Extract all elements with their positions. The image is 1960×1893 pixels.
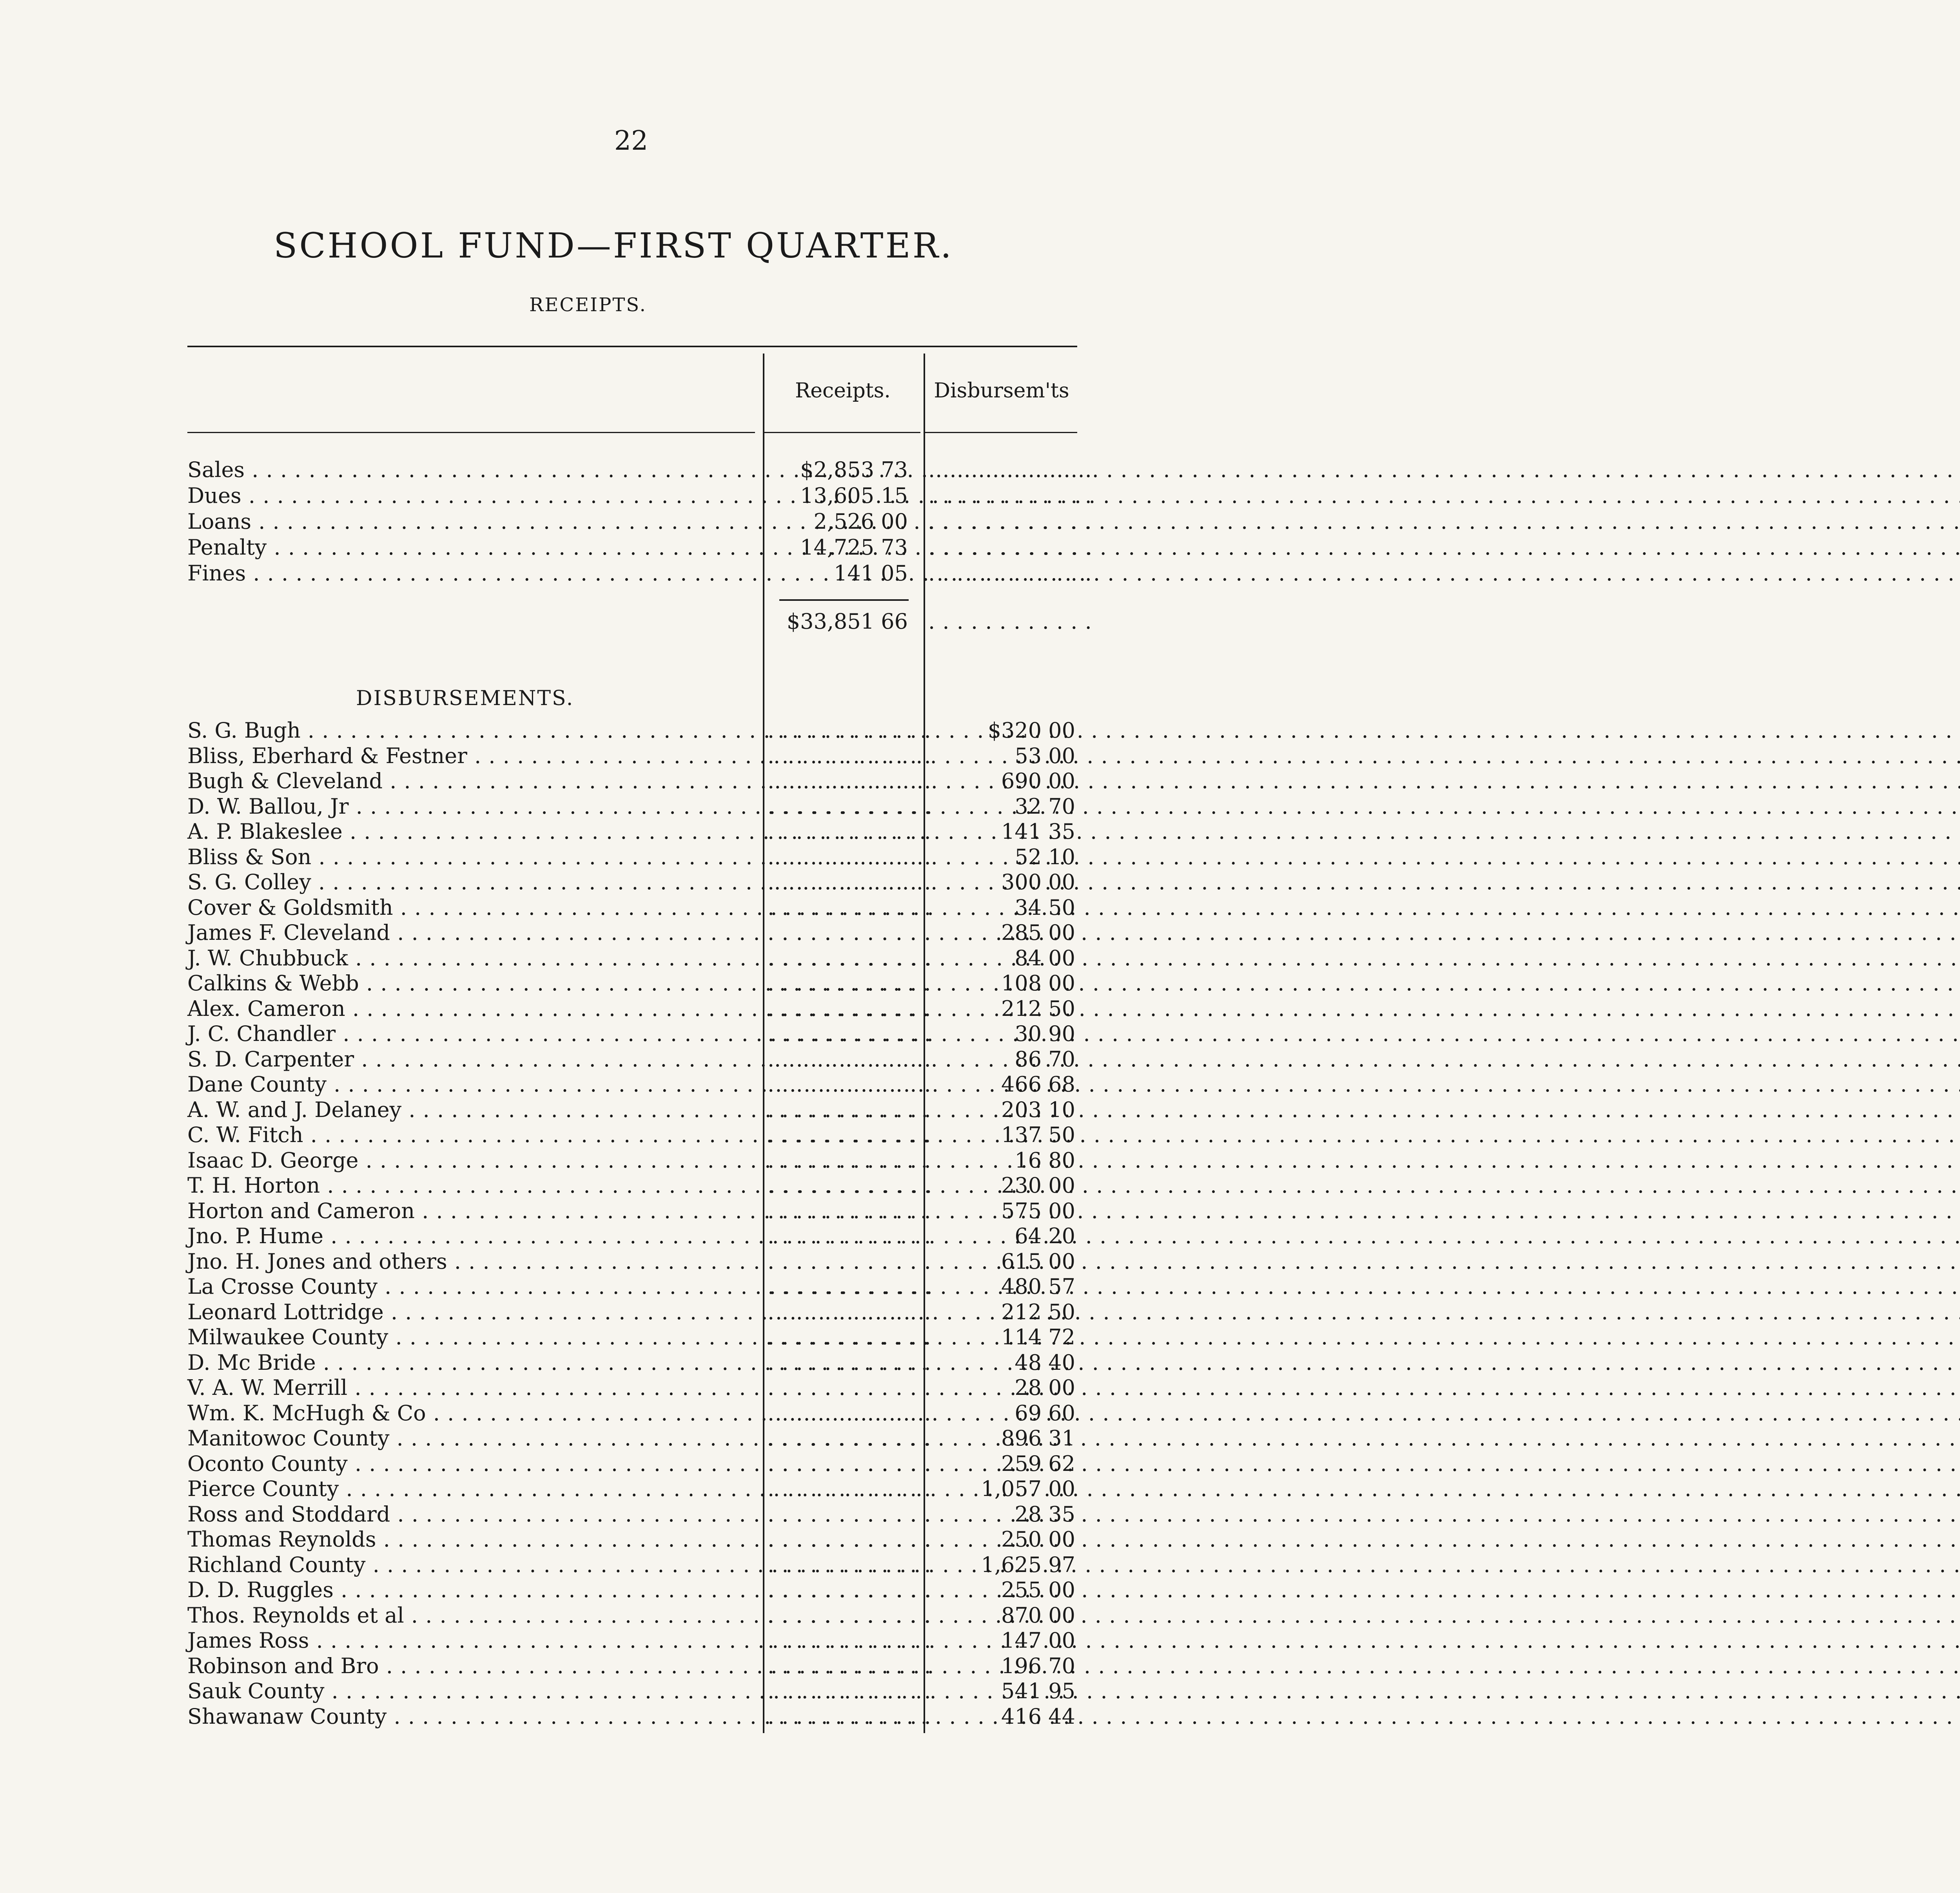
row-label: J. W. Chubbuck . . . <box>187 946 755 971</box>
receipt-amount: $2,853 73 <box>800 457 908 482</box>
row-label: James F. Cleveland . . . <box>187 920 755 945</box>
row-label: V. A. W. Merrill . . . <box>187 1375 755 1400</box>
receipt-row <box>187 535 1092 560</box>
dot-leader: . . . . . . . . . . . . <box>928 561 1092 586</box>
disbursement-amount: 212 50 <box>1001 996 1075 1021</box>
dot-leader: . . . . . . . . . . . . <box>768 769 931 793</box>
row-label: Leonard Lottridge . . . <box>187 1300 755 1325</box>
receipts-column-header: Receipts. <box>795 379 891 403</box>
disbursement-amount: 196 70 <box>1001 1653 1075 1678</box>
row-label: Thomas Reynolds . . . <box>187 1527 755 1552</box>
disbursements-column-header: Disbursem'ts <box>934 379 1069 403</box>
dot-leader: . . . . . . . . . . . . <box>928 535 1092 560</box>
disbursement-row <box>187 845 1077 870</box>
disbursement-amount: 1,057 00 <box>981 1476 1075 1501</box>
dot-leader: . . . . . . . . . . . . <box>768 1274 931 1299</box>
dot-leader: . . . . . . . . . . . . <box>768 1552 931 1577</box>
disbursement-amount: 259 62 <box>1001 1451 1075 1476</box>
receipts-total: $33,851 66 <box>786 609 908 634</box>
disbursement-amount: 480 57 <box>1001 1274 1075 1299</box>
dot-leader: . . . . . . . . . . . . <box>928 609 1092 634</box>
disbursement-row <box>187 1451 1077 1476</box>
disbursement-row <box>187 1072 1077 1097</box>
dot-leader: . . . . . . . . . . . . <box>768 1072 931 1097</box>
receipt-amount: 2,526 00 <box>813 509 908 534</box>
row-label: La Crosse County . . . <box>187 1274 755 1299</box>
row-label: Shawanaw County . . . <box>187 1704 755 1729</box>
dot-leader: . . . . . . . . . . . . <box>768 1603 931 1628</box>
row-label: S. G. Bugh . . . <box>187 718 755 743</box>
disbursement-row <box>187 1199 1077 1224</box>
header-rule-disbursements <box>924 432 1077 433</box>
row-label: James Ross . . . <box>187 1628 755 1653</box>
disbursement-row <box>187 1401 1077 1426</box>
disbursement-amount: 32 70 <box>1014 794 1075 819</box>
disbursement-amount: 16 80 <box>1014 1148 1075 1173</box>
disbursement-row <box>187 1654 1077 1679</box>
disbursement-amount: 255 00 <box>1001 1578 1075 1602</box>
row-label: D. D. Ruggles . . . <box>187 1578 755 1603</box>
disbursement-amount: 84 00 <box>1014 945 1075 970</box>
disbursement-row <box>187 1704 1077 1729</box>
dot-leader: . . . . . . . . . . . . <box>768 996 931 1021</box>
dot-leader: . . . . . . . . . . . . <box>768 1122 931 1147</box>
disbursement-row <box>187 1375 1077 1400</box>
disbursement-amount: 615 00 <box>1001 1249 1075 1274</box>
row-label: Fines . . . <box>187 561 755 586</box>
dot-leader: . . . . . . . . . . . . <box>928 483 1092 508</box>
dot-leader: . . . . . . . . . . . . <box>768 1046 931 1072</box>
row-label: Robinson and Bro . . . <box>187 1654 755 1679</box>
disbursement-row <box>187 1578 1077 1603</box>
disbursement-row <box>187 1527 1077 1552</box>
disbursement-row <box>187 1173 1077 1198</box>
disbursement-row <box>187 718 1077 743</box>
disbursement-amount: 114 72 <box>1001 1325 1075 1349</box>
receipt-amount: 13,605 15 <box>800 483 908 508</box>
disbursement-amount: 53 00 <box>1014 743 1075 768</box>
dot-leader: . . . . . . . . . . . . <box>928 509 1092 534</box>
row-label: Dues . . . <box>187 483 755 508</box>
disbursement-amount: 64 20 <box>1014 1224 1075 1248</box>
receipt-row <box>187 509 1092 534</box>
row-label: Ross and Stoddard . . . <box>187 1502 755 1527</box>
dot-leader: . . . . . . . . . . . . <box>768 1224 931 1248</box>
dot-leader: . . . . . . . . . . . . <box>768 1527 931 1552</box>
row-label: Cover & Goldsmith . . . <box>187 895 755 920</box>
row-label: Oconto County . . . <box>187 1451 755 1476</box>
disbursement-amount: 137 50 <box>1001 1122 1075 1147</box>
dot-leader: . . . . . . . . . . . . <box>768 920 931 945</box>
disbursement-amount: 212 50 <box>1001 1299 1075 1324</box>
dot-leader: . . . . . . . . . . . . <box>768 1249 931 1274</box>
dot-leader: . . . . . . . . . . . . <box>768 1021 931 1046</box>
dot-leader: . . . . . . . . . . . . <box>768 971 931 995</box>
receipts-total-row <box>187 609 1092 634</box>
disbursement-row <box>187 870 1077 895</box>
disbursement-amount: 250 00 <box>1001 1527 1075 1552</box>
disbursement-row <box>187 1224 1077 1249</box>
dot-leader: . . . . . . . . . . . . <box>768 1501 931 1527</box>
dot-leader: . . . . . . . . . . . . <box>768 945 931 970</box>
row-label: Calkins & Webb . . . <box>187 971 755 996</box>
page-number: 22 <box>614 125 648 156</box>
disbursement-amount: 690 00 <box>1001 769 1075 793</box>
disbursement-amount: 203 10 <box>1001 1097 1075 1122</box>
row-label: Sales . . . <box>187 457 755 482</box>
disbursement-amount: 541 95 <box>1001 1679 1075 1703</box>
dot-leader: . . . . . . . . . . . . <box>768 1704 931 1729</box>
receipt-row <box>187 561 1092 586</box>
disbursement-amount: 30 90 <box>1014 1021 1075 1046</box>
row-label: A. P. Blakeslee . . . <box>187 819 755 844</box>
row-label: D. W. Ballou, Jr . . . <box>187 794 755 819</box>
row-label: Milwaukee County . . . <box>187 1325 755 1350</box>
row-label: S. D. Carpenter . . . <box>187 1047 755 1072</box>
disbursement-row <box>187 971 1077 996</box>
disbursement-amount: 141 35 <box>1001 819 1075 844</box>
disbursement-row <box>187 895 1077 920</box>
receipt-row <box>187 483 1092 508</box>
dot-leader: . . . . . . . . . . . . <box>768 1325 931 1349</box>
disbursement-row <box>187 1426 1077 1451</box>
dot-leader: . . . . . . . . . . . . <box>768 1375 931 1400</box>
disbursement-row <box>187 1552 1077 1578</box>
disbursement-amount: 1,625 97 <box>981 1552 1075 1577</box>
disbursement-row <box>187 1679 1077 1704</box>
row-label: Manitowoc County . . . <box>187 1426 755 1451</box>
receipts-subtitle: RECEIPTS. <box>529 294 647 316</box>
dot-leader: . . . . . . . . . . . . <box>768 1097 931 1122</box>
disbursement-amount: 48 40 <box>1014 1350 1075 1375</box>
disbursement-row <box>187 1300 1077 1325</box>
disbursement-row <box>187 946 1077 971</box>
dot-leader: . . . . . . . . . . . . <box>768 1578 931 1602</box>
dot-leader: . . . . . . . . . . . . <box>768 870 931 894</box>
row-label: Alex. Cameron . . . <box>187 996 755 1021</box>
top-rule <box>187 346 1077 347</box>
row-label: Sauk County . . . <box>187 1679 755 1704</box>
disbursement-amount: 870 00 <box>1001 1603 1075 1628</box>
row-label: Bliss & Son . . . <box>187 845 755 870</box>
dot-leader: . . . . . . . . . . . . <box>768 1198 931 1223</box>
row-label: Horton and Cameron . . . <box>187 1199 755 1224</box>
dot-leader: . . . . . . . . . . . . <box>768 1148 931 1173</box>
disbursement-amount: 416 44 <box>1001 1704 1075 1729</box>
disbursement-amount: 147 00 <box>1001 1628 1075 1653</box>
disbursement-row <box>187 1097 1077 1122</box>
dot-leader: . . . . . . . . . . . . <box>768 1679 931 1703</box>
row-label: C. W. Fitch . . . <box>187 1122 755 1148</box>
row-label: J. C. Chandler . . . <box>187 1021 755 1046</box>
disbursement-row <box>187 1122 1077 1148</box>
disbursement-row <box>187 1325 1077 1350</box>
row-label: Loans . . . <box>187 509 755 534</box>
dot-leader: . . . . . . . . . . . . <box>768 844 931 869</box>
page-title: SCHOOL FUND—FIRST QUARTER. <box>274 225 953 266</box>
disbursement-amount: 34 50 <box>1014 895 1075 920</box>
dot-leader: . . . . . . . . . . . . <box>768 794 931 819</box>
disbursement-row <box>187 1274 1077 1299</box>
row-label: A. W. and J. Delaney . . . <box>187 1097 755 1122</box>
dot-leader: . . . . . . . . . . . . <box>768 1451 931 1476</box>
disbursement-amount: 108 00 <box>1001 971 1075 995</box>
header-rule-receipts <box>764 432 920 433</box>
dot-leader: . . . . . . . . . . . . <box>768 1476 931 1501</box>
disbursement-amount: 466 68 <box>1001 1072 1075 1097</box>
disbursement-row <box>187 1476 1077 1501</box>
dot-leader: . . . . . . . . . . . . <box>768 743 931 768</box>
dot-leader: . . . . . . . . . . . . <box>768 1173 931 1198</box>
row-label: T. H. Horton . . . <box>187 1173 755 1198</box>
row-label: Bliss, Eberhard & Festner . . . <box>187 743 755 769</box>
disbursement-row <box>187 996 1077 1021</box>
row-label: Thos. Reynolds et al . . . <box>187 1603 755 1628</box>
dot-leader: . . . . . . . . . . . . <box>768 1653 931 1678</box>
dot-leader: . . . . . . . . . . . . <box>768 1299 931 1324</box>
disbursement-row <box>187 1350 1077 1375</box>
disbursement-amount: 86 70 <box>1014 1046 1075 1072</box>
disbursement-row <box>187 794 1077 819</box>
dot-leader: . . . . . . . . . . . . <box>768 895 931 920</box>
receipts-total-rule <box>779 599 909 601</box>
dot-leader: . . . . . . . . . . . . <box>768 718 931 743</box>
row-label: S. G. Colley . . . <box>187 870 755 895</box>
receipt-amount: 141 05 <box>834 561 908 586</box>
disbursement-row <box>187 1021 1077 1046</box>
dot-leader: . . . . . . . . . . . . <box>768 1350 931 1375</box>
dot-leader: . . . . . . . . . . . . <box>768 1426 931 1451</box>
row-label: Pierce County . . . <box>187 1476 755 1501</box>
row-label: Bugh & Cleveland . . . <box>187 769 755 794</box>
disbursement-row <box>187 1148 1077 1173</box>
disbursement-row <box>187 1628 1077 1653</box>
row-label: Wm. K. McHugh & Co . . . <box>187 1401 755 1426</box>
row-label: Isaac D. George . . . <box>187 1148 755 1173</box>
disbursement-amount: $320 00 <box>987 718 1075 743</box>
dot-leader: . . . . . . . . . . . . <box>768 1628 931 1653</box>
row-label: Jno. P. Hume . . . <box>187 1224 755 1249</box>
row-label: Jno. H. Jones and others . . . <box>187 1249 755 1274</box>
disbursement-row <box>187 1502 1077 1527</box>
disbursement-row <box>187 1249 1077 1274</box>
disbursement-row <box>187 1603 1077 1628</box>
disbursement-amount: 28 00 <box>1014 1375 1075 1400</box>
row-label: Penalty . . . <box>187 535 755 560</box>
disbursement-row <box>187 743 1077 769</box>
disbursement-amount: 69 60 <box>1014 1400 1075 1425</box>
dot-leader: . . . . . . . . . . . . <box>928 457 1092 482</box>
disbursement-row <box>187 920 1077 945</box>
disbursement-amount: 230 00 <box>1001 1173 1075 1198</box>
dot-leader: . . . . . . . . . . . . <box>768 1400 931 1425</box>
dot-leader: . . . . . . . . . . . . <box>768 819 931 844</box>
disbursements-heading: DISBURSEMENTS. <box>356 687 574 710</box>
disbursement-amount: 52 10 <box>1014 844 1075 869</box>
ledger-table <box>187 346 1092 1741</box>
disbursement-row <box>187 1047 1077 1072</box>
disbursement-amount: 300 00 <box>1001 870 1075 894</box>
disbursement-row <box>187 769 1077 794</box>
row-label: Richland County . . . <box>187 1552 755 1578</box>
row-label: Dane County . . . <box>187 1072 755 1097</box>
receipt-amount: 14,725 73 <box>800 535 908 560</box>
disbursement-amount: 285 00 <box>1001 920 1075 945</box>
disbursement-amount: 896 31 <box>1001 1426 1075 1451</box>
header-rule-label <box>187 432 755 433</box>
disbursement-row <box>187 819 1077 844</box>
receipt-row <box>187 457 1092 482</box>
disbursement-amount: 28 35 <box>1014 1501 1075 1527</box>
row-label: D. Mc Bride . . . <box>187 1350 755 1375</box>
disbursement-amount: 575 00 <box>1001 1198 1075 1223</box>
